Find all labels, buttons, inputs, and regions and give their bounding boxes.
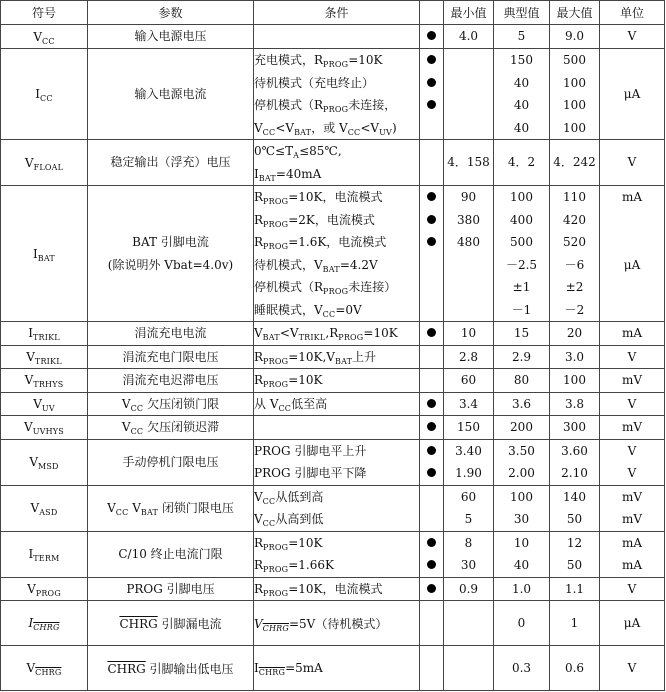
condition-cell: $R_{PROG}=10K,V_{BAT}$上升 [254,345,420,369]
min-cell: 2.8 [444,345,494,369]
parameter-cell: 涓流充电迟滞电压 [88,369,254,393]
max-cell: 9.0 [550,25,600,49]
parameter-cell: $V_{CC}$ 欠压闭锁门限 [88,392,254,416]
min-cell: 3.4 [444,392,494,416]
dot-cell [420,49,444,140]
parameter-cell: 涓流充电门限电压 [88,345,254,369]
parameter-cell: $V_{CC}$ $V_{BAT}$ 闭锁门限电压 [88,485,254,531]
header-symbol: 符号 [1,1,88,25]
unit-cell: V [600,577,665,601]
parameter-cell: 手动停机门限电压 [88,439,254,485]
condition-cell: $0℃\le T_A\le 85℃$, $I_{BAT}=40mA$ [254,140,420,186]
symbol-cell: $V_{UVHYS}$ [1,416,88,440]
min-cell [444,601,494,646]
unit-cell: mA μA [600,186,665,322]
min-cell: 60 [444,369,494,393]
unit-cell: mA [600,322,665,346]
symbol-cell: $V_{MSD}$ [1,439,88,485]
typ-cell: 0 [494,601,550,646]
unit-cell: V [600,140,665,186]
table-row [1,140,665,186]
typ-cell: 10 40 [494,531,550,577]
condition-cell: $V_{BAT}<V_{TRIKL},R_{PROG}=10K$ [254,322,420,346]
condition-cell: $R_{PROG}=10K$ $R_{PROG}=1.66K$ [254,531,420,577]
max-cell: 500 100 100 100 [550,49,600,140]
symbol-cell: $V_{PROG}$ [1,577,88,601]
unit-cell: μA [600,601,665,646]
condition-cell: $I_{CHRG}=5mA$ [254,646,420,691]
dot-cell [420,601,444,646]
min-cell: 90 380 480 [444,186,494,322]
parameter-cell: 涓流充电电流 [88,322,254,346]
condition-cell: $R_{PROG}=10K$ [254,369,420,393]
parameter-cell: 稳定输出（浮充）电压 [88,140,254,186]
condition-cell: $V_{CC}$从低到高 $V_{CC}$从高到低 [254,485,420,531]
table-row [1,485,665,531]
min-cell: 4.0 [444,25,494,49]
bullet-dot-icon [427,237,436,246]
header-dot [420,1,444,25]
dot-cell [420,531,444,577]
header-parameter: 参数 [88,1,254,25]
min-cell [444,646,494,691]
parameter-cell: PROG 引脚电压 [88,577,254,601]
header-typ: 典型值 [494,1,550,25]
symbol-cell: $V_{TRHYS}$ [1,369,88,393]
symbol-cell: $V_{ASD}$ [1,485,88,531]
bullet-dot-icon [427,100,436,109]
unit-cell: mA mA [600,531,665,577]
max-cell: 4．242 [550,140,600,186]
dot-cell [420,369,444,393]
condition-cell: PROG 引脚电平上升 PROG 引脚电平下降 [254,439,420,485]
table-row [1,392,665,416]
typ-cell: 15 [494,322,550,346]
min-cell: 4．158 [444,140,494,186]
max-cell: 100 [550,369,600,393]
condition-cell: $R_{PROG}=10K$，电流模式 $R_{PROG}=2K$，电流模式 $R_{PROG}=1.6K$，电流模式 待机模式，$V_{BAT}=4.2V$ 停机模式（$R_{PROG}$未连接） 睡眠模式，$V_{CC}=0V$ [254,186,420,322]
typ-cell: 3.6 [494,392,550,416]
parameter-cell: C/10 终止电流门限 [88,531,254,577]
parameter-cell: CHRG 引脚输出低电压 [88,646,254,691]
min-cell: 3.40 1.90 [444,439,494,485]
min-cell: 10 [444,322,494,346]
table-row [1,369,665,393]
min-cell: 0.9 [444,577,494,601]
header-row [1,1,665,25]
typ-cell: 150 40 40 40 [494,49,550,140]
bullet-dot-icon [427,560,436,569]
symbol-cell: $I_{CC}$ [1,49,88,140]
condition-cell: 从 $V_{CC}$低至高 [254,392,420,416]
symbol-cell: $I_{CHRG}$ [1,601,88,646]
symbol-cell: $V_{CHRG}$ [1,646,88,691]
header-unit: 单位 [600,1,665,25]
typ-cell: 4．2 [494,140,550,186]
parameter-cell: $V_{CC}$ 欠压闭锁迟滞 [88,416,254,440]
max-cell: 3.0 [550,345,600,369]
table-row [1,416,665,440]
dot-cell [420,186,444,322]
condition-cell: $R_{PROG}=10K$，电流模式 [254,577,420,601]
unit-cell: V [600,345,665,369]
typ-cell: 100 30 [494,485,550,531]
dot-cell [420,25,444,49]
symbol-cell: $I_{TRIKL}$ [1,322,88,346]
bullet-dot-icon [427,192,436,201]
bullet-dot-icon [427,422,436,431]
symbol-cell: $V_{TRIKL}$ [1,345,88,369]
parameter-cell: 输入电源电流 [88,49,254,140]
table-row [1,186,665,322]
typ-cell: 5 [494,25,550,49]
bullet-dot-icon [427,399,436,408]
parameter-cell: 输入电源电压 [88,25,254,49]
symbol-cell: $V_{CC}$ [1,25,88,49]
min-cell [444,49,494,140]
symbol-cell: $V_{UV}$ [1,392,88,416]
table-row [1,25,665,49]
bullet-dot-icon [427,328,436,337]
unit-cell: mV [600,369,665,393]
max-cell: 20 [550,322,600,346]
min-cell: 150 [444,416,494,440]
unit-cell: V [600,25,665,49]
max-cell: 3.8 [550,392,600,416]
unit-cell: μA [600,49,665,140]
condition-cell: $V_{CHRG}=5V$（待机模式） [254,601,420,646]
typ-cell: 0.3 [494,646,550,691]
max-cell: 140 50 [550,485,600,531]
table-row [1,322,665,346]
bullet-dot-icon [427,446,436,455]
min-cell: 60 5 [444,485,494,531]
unit-cell: mV mV [600,485,665,531]
unit-cell: V [600,392,665,416]
min-cell: 8 30 [444,531,494,577]
table-row [1,646,665,691]
unit-cell: V [600,646,665,691]
max-cell: 300 [550,416,600,440]
dot-cell [420,392,444,416]
bullet-dot-icon [427,55,436,64]
dot-cell [420,322,444,346]
typ-cell: 200 [494,416,550,440]
parameter-cell: CHRG 引脚漏电流 [88,601,254,646]
typ-cell: 100 400 500 －2.5 ±1 －1 [494,186,550,322]
symbol-cell: $I_{TERM}$ [1,531,88,577]
condition-cell [254,416,420,440]
unit-cell: mV [600,416,665,440]
bullet-dot-icon [427,31,436,40]
max-cell: 3.60 2.10 [550,439,600,485]
dot-cell [420,439,444,485]
typ-cell: 3.50 2.00 [494,439,550,485]
dot-cell [420,140,444,186]
bullet-dot-icon [427,538,436,547]
header-min: 最小值 [444,1,494,25]
condition-cell: 充电模式，$R_{PROG}=10K$ 待机模式（充电终止） 停机模式（$R_{PROG}$未连接， $V_{CC}<V_{BAT}$，或 $V_{CC}<V_{UV}$) [254,49,420,140]
table-row [1,49,665,140]
bullet-dot-icon [427,215,436,224]
max-cell: 12 50 [550,531,600,577]
max-cell: 0.6 [550,646,600,691]
dot-cell [420,577,444,601]
bullet-dot-icon [427,468,436,477]
max-cell: 110 420 520 －6 ±2 －2 [550,186,600,322]
table-row [1,601,665,646]
typ-cell: 2.9 [494,345,550,369]
header-max: 最大值 [550,1,600,25]
table-row [1,577,665,601]
bullet-dot-icon [427,584,436,593]
dot-cell [420,345,444,369]
table-row [1,531,665,577]
symbol-cell: $V_{FLOAL}$ [1,140,88,186]
unit-cell: V V [600,439,665,485]
typ-cell: 80 [494,369,550,393]
max-cell: 1.1 [550,577,600,601]
dot-cell [420,646,444,691]
symbol-cell: $I_{BAT}$ [1,186,88,322]
table-row [1,439,665,485]
header-condition: 条件 [254,1,420,25]
parameter-cell: BAT 引脚电流 (除说明外 Vbat=4.0v) [88,186,254,322]
condition-cell [254,25,420,49]
table-row [1,345,665,369]
max-cell: 1 [550,601,600,646]
bullet-dot-icon [427,78,436,87]
dot-cell [420,485,444,531]
typ-cell: 1.0 [494,577,550,601]
dot-cell [420,416,444,440]
